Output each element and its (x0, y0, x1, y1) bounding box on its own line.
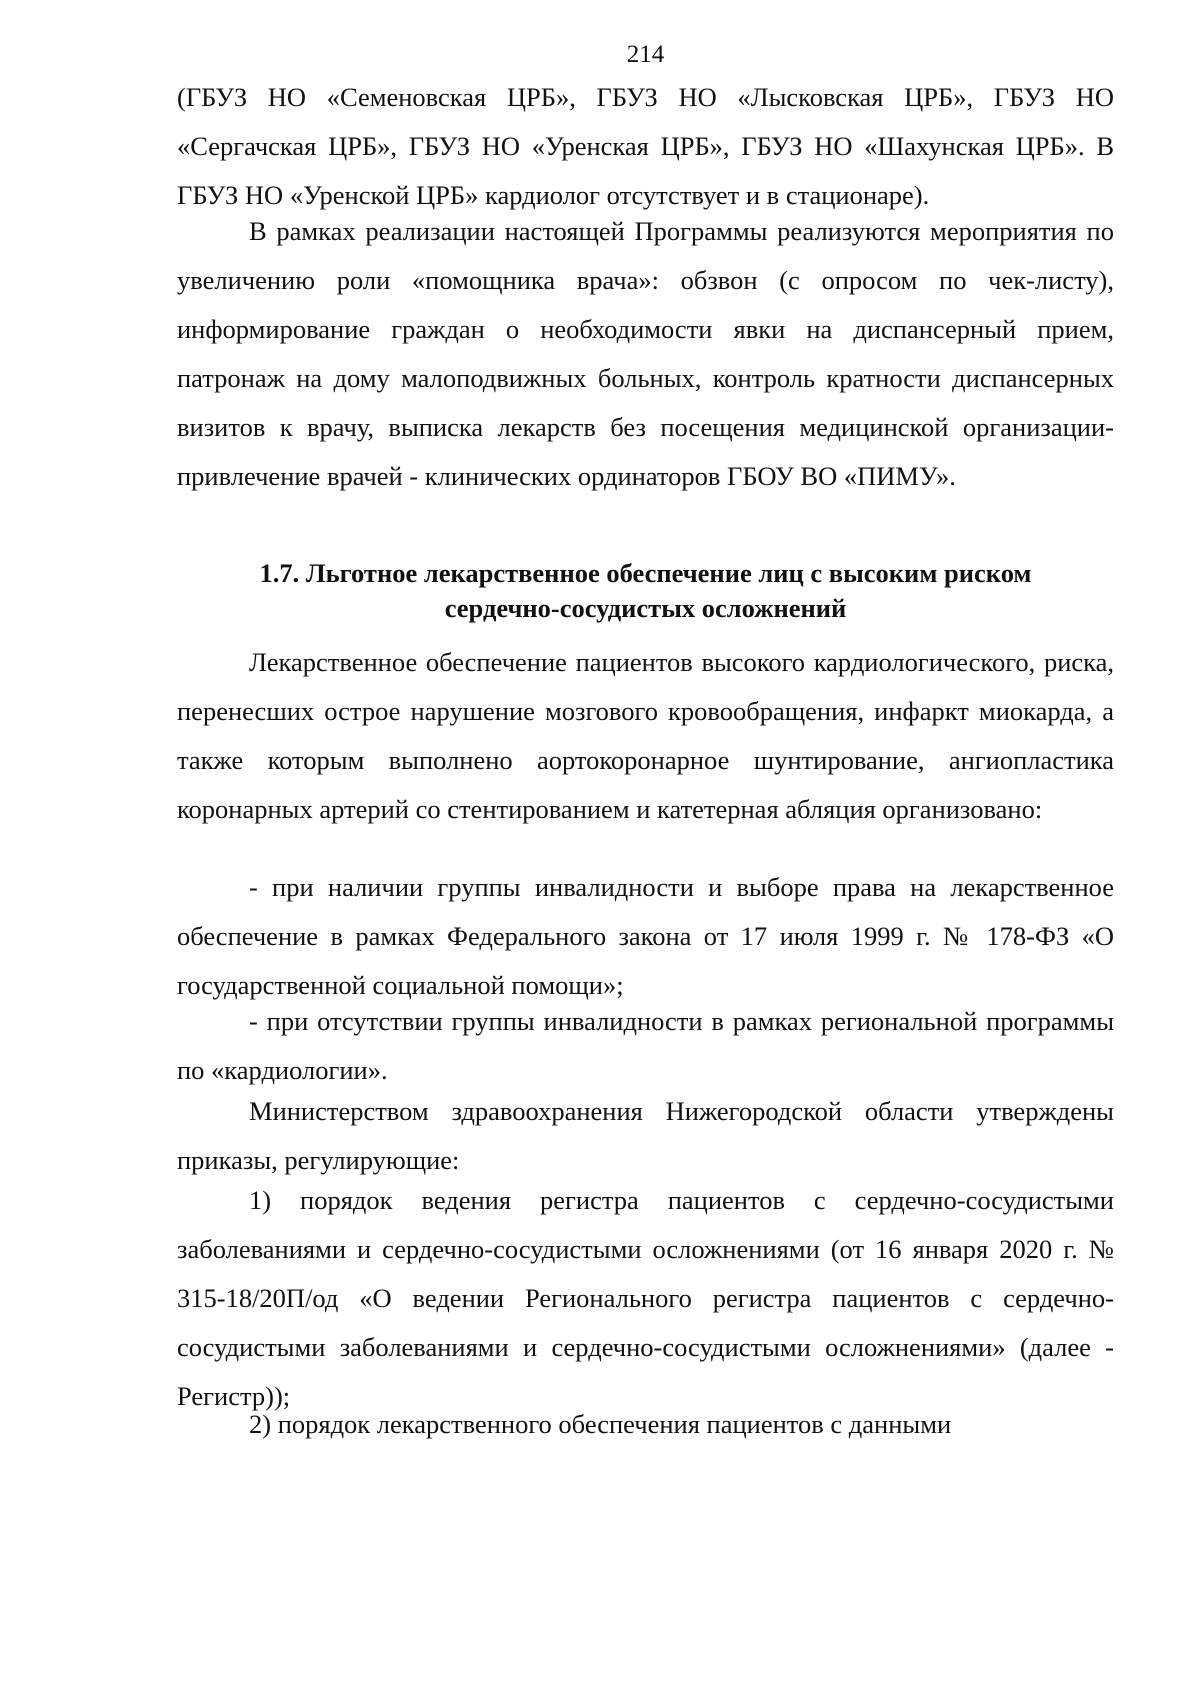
page-number: 214 (626, 41, 665, 68)
paragraph-registry-order: 1) порядок ведения регистра пациентов с сердечно-сосудистыми заболеваниями и сердечно-сосудистыми осложнениями (от 16 января 2020 г. № 315-18/20П/од «О ведении Регионального регистра пациентов с сердечно-сосудистыми заболеваниями и сердечно-сосудистыми осложнениями» (далее - Регистр)); (177, 1185, 1114, 1411)
paragraph-doctor-assistant: В рамках реализации настоящей Программы реализуются мероприятия по увеличению роли «помощника врача»: обзвон (с опросом по чек-листу), информирование граждан о необходимости явки на диспансерный прием, патронаж на дому малоподвижных больных, контроль кратности диспансерных визитов к врачу, выписка лекарств без посещения медицинской организации-привлечение врачей - клинических ординаторов ГБОУ ВО «ПИМУ». (177, 216, 1114, 491)
paragraph-without-disability: - при отсутствии группы инвалидности в рамках региональной программы по «кардиологии». (177, 1006, 1114, 1085)
paragraph-ministry-orders: Министерством здравоохранения Нижегородской области утверждены приказы, регулирующие: (177, 1096, 1114, 1175)
paragraph-drug-order: 2) порядок лекарственного обеспечения пациентов с данными (249, 1409, 952, 1439)
paragraph-with-disability: - при наличии группы инвалидности и выборе права на лекарственное обеспечение в рамках Федерального закона от 17 июля 1999 г. № 178-ФЗ «О государственной социальной помощи»; (177, 872, 1114, 1000)
paragraph-hospitals-list: (ГБУЗ НО «Семеновская ЦРБ», ГБУЗ НО «Лысковская ЦРБ», ГБУЗ НО «Сергачская ЦРБ», ГБУЗ НО «Уренская ЦРБ», ГБУЗ НО «Шахунская ЦРБ». В ГБУЗ НО «Уренской ЦРБ» кардиолог отсутствует и в стационаре). (177, 82, 1114, 210)
section-heading-line-1: 1.7. Льготное лекарственное обеспечение лиц с высоким риском (259, 558, 1032, 588)
section-heading (177, 556, 1114, 626)
section-heading-line-2: сердечно-сосудистых осложнений (444, 593, 847, 623)
paragraph-drug-provision: Лекарственное обеспечение пациентов высокого кардиологического, риска, перенесших острое нарушение мозгового кровообращения, инфаркт миокарда, а также которым выполнено аортокоронарное шунтирование, ангиопластика коронарных артерий со стентированием и катетерная абляция организовано: (177, 647, 1114, 824)
